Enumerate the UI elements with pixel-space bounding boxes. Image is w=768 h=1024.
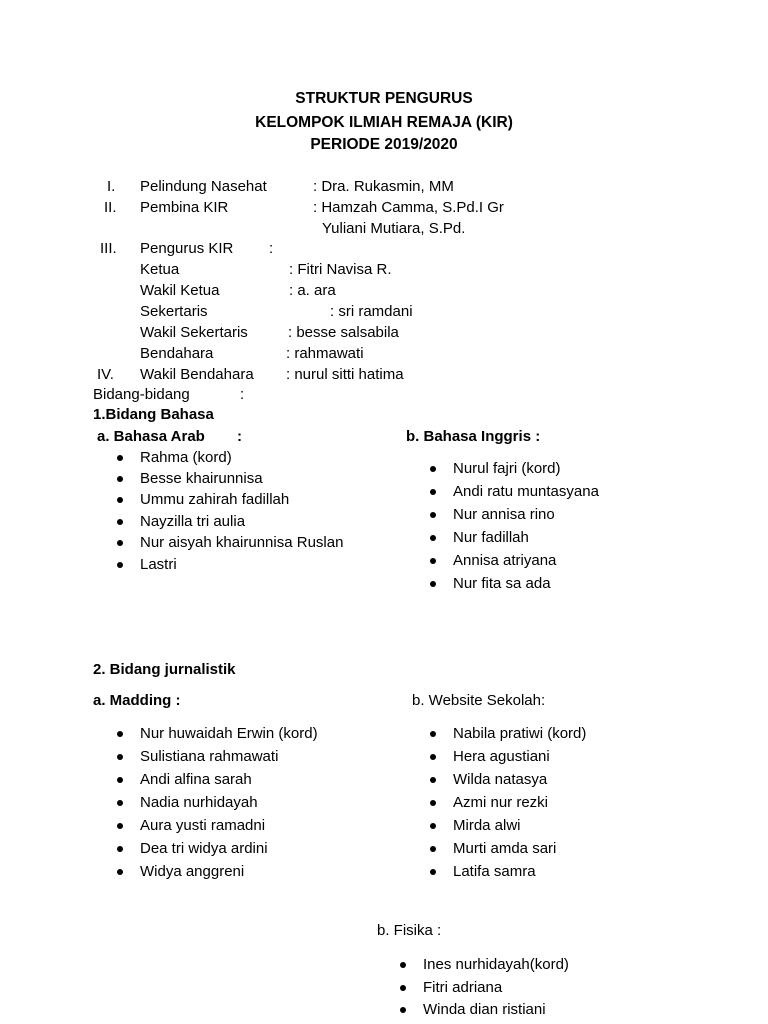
bullet-icon <box>117 562 123 568</box>
list-item: Winda dian ristiani <box>423 1001 546 1018</box>
list-item: Nayzilla tri aulia <box>140 513 246 530</box>
bullet-icon <box>430 754 436 760</box>
madding-heading: a. Madding : <box>93 692 181 709</box>
wakil-sekertaris-value: : besse salsabila <box>288 324 399 341</box>
website-heading: b. Website Sekolah: <box>412 692 546 709</box>
pelindung-value: : Dra. Rukasmin, MM <box>313 178 454 195</box>
fisika-heading: b. Fisika : <box>377 922 442 939</box>
bidang-jurnalistik-heading: 2. Bidang jurnalistik <box>93 661 236 678</box>
wakil-bendahara-value: : nurul sitti hatima <box>286 366 404 383</box>
bullet-icon <box>430 823 436 829</box>
bullet-icon <box>400 1007 406 1013</box>
bullet-icon <box>117 800 123 806</box>
bullet-icon <box>430 512 436 518</box>
section-number-ii: II. <box>104 199 117 216</box>
section-number-iii: III. <box>100 240 117 257</box>
bullet-icon <box>430 777 436 783</box>
list-item: Widya anggreni <box>140 863 245 880</box>
bendahara-value: : rahmawati <box>286 345 364 362</box>
pembina-value-2: Yuliani Mutiara, S.Pd. <box>322 220 466 237</box>
bullet-icon <box>430 800 436 806</box>
list-item: Dea tri widya ardini <box>140 840 268 857</box>
bahasa-arab-colon: : <box>237 428 242 445</box>
list-item: Nur huwaidah Erwin (kord) <box>140 725 318 742</box>
list-item: Andi ratu muntasyana <box>453 483 599 500</box>
section-number-iv: IV. <box>97 366 114 383</box>
sekertaris-label: Sekertaris <box>140 303 208 320</box>
ketua-label: Ketua <box>140 261 180 278</box>
list-item: Nur fadillah <box>453 529 529 546</box>
list-item: Annisa atriyana <box>453 552 557 569</box>
wakil-sekertaris-label: Wakil Sekertaris <box>140 324 248 341</box>
pengurus-label: Pengurus KIR <box>140 240 234 257</box>
list-item: Wilda natasya <box>453 771 548 788</box>
list-item: Mirda alwi <box>453 817 521 834</box>
bahasa-inggris-heading: b. Bahasa Inggris : <box>406 428 541 445</box>
wakil-ketua-label: Wakil Ketua <box>140 282 220 299</box>
bullet-icon <box>117 869 123 875</box>
bullet-icon <box>430 846 436 852</box>
list-item: Nur fita sa ada <box>453 575 551 592</box>
list-item: Nabila pratiwi (kord) <box>453 725 587 742</box>
bullet-icon <box>117 476 123 482</box>
section-number-i: I. <box>107 178 116 195</box>
list-item: Nurul fajri (kord) <box>453 460 561 477</box>
bullet-icon <box>430 731 436 737</box>
list-item: Nadia nurhidayah <box>140 794 258 811</box>
bullet-icon <box>117 731 123 737</box>
doc-title-line1: STRUKTUR PENGURUS <box>295 90 473 107</box>
list-item: Latifa samra <box>453 863 536 880</box>
list-item: Sulistiana rahmawati <box>140 748 279 765</box>
list-item: Rahma (kord) <box>140 449 232 466</box>
list-item: Besse khairunnisa <box>140 470 263 487</box>
list-item: Azmi nur rezki <box>453 794 549 811</box>
bullet-icon <box>117 754 123 760</box>
list-item: Nur annisa rino <box>453 506 555 523</box>
pengurus-colon: : <box>269 240 274 257</box>
bullet-icon <box>430 489 436 495</box>
pelindung-label: Pelindung Nasehat <box>140 178 267 195</box>
list-item: Lastri <box>140 556 177 573</box>
doc-title-line2: KELOMPOK ILMIAH REMAJA (KIR) <box>255 114 513 131</box>
bullet-icon <box>400 962 406 968</box>
bidang-colon: : <box>240 386 245 403</box>
bullet-icon <box>430 466 436 472</box>
list-item: Andi alfina sarah <box>140 771 252 788</box>
sekertaris-value: : sri ramdani <box>330 303 413 320</box>
bendahara-label: Bendahara <box>140 345 214 362</box>
list-item: Aura yusti ramadni <box>140 817 266 834</box>
bullet-icon <box>117 823 123 829</box>
bidang-label: Bidang-bidang <box>93 386 190 403</box>
bullet-icon <box>117 540 123 546</box>
bullet-icon <box>400 985 406 991</box>
bidang-bahasa-heading: 1.Bidang Bahasa <box>93 406 214 423</box>
wakil-ketua-value: : a. ara <box>289 282 336 299</box>
bullet-icon <box>430 558 436 564</box>
bullet-icon <box>117 519 123 525</box>
bahasa-arab-heading: a. Bahasa Arab <box>97 428 205 445</box>
wakil-bendahara-label: Wakil Bendahara <box>140 366 254 383</box>
bullet-icon <box>117 777 123 783</box>
bullet-icon <box>430 581 436 587</box>
bullet-icon <box>430 535 436 541</box>
bullet-icon <box>117 846 123 852</box>
doc-title-line3: PERIODE 2019/2020 <box>310 136 458 153</box>
bullet-icon <box>117 455 123 461</box>
ketua-value: : Fitri Navisa R. <box>289 261 392 278</box>
pembina-label: Pembina KIR <box>140 199 229 216</box>
list-item: Ummu zahirah fadillah <box>140 491 290 508</box>
pembina-value: : Hamzah Camma, S.Pd.I Gr <box>313 199 504 216</box>
list-item: Hera agustiani <box>453 748 550 765</box>
list-item: Fitri adriana <box>423 979 503 996</box>
list-item: Nur aisyah khairunnisa Ruslan <box>140 534 344 551</box>
bullet-icon <box>117 497 123 503</box>
list-item: Murti amda sari <box>453 840 557 857</box>
list-item: Ines nurhidayah(kord) <box>423 956 569 973</box>
bullet-icon <box>430 869 436 875</box>
